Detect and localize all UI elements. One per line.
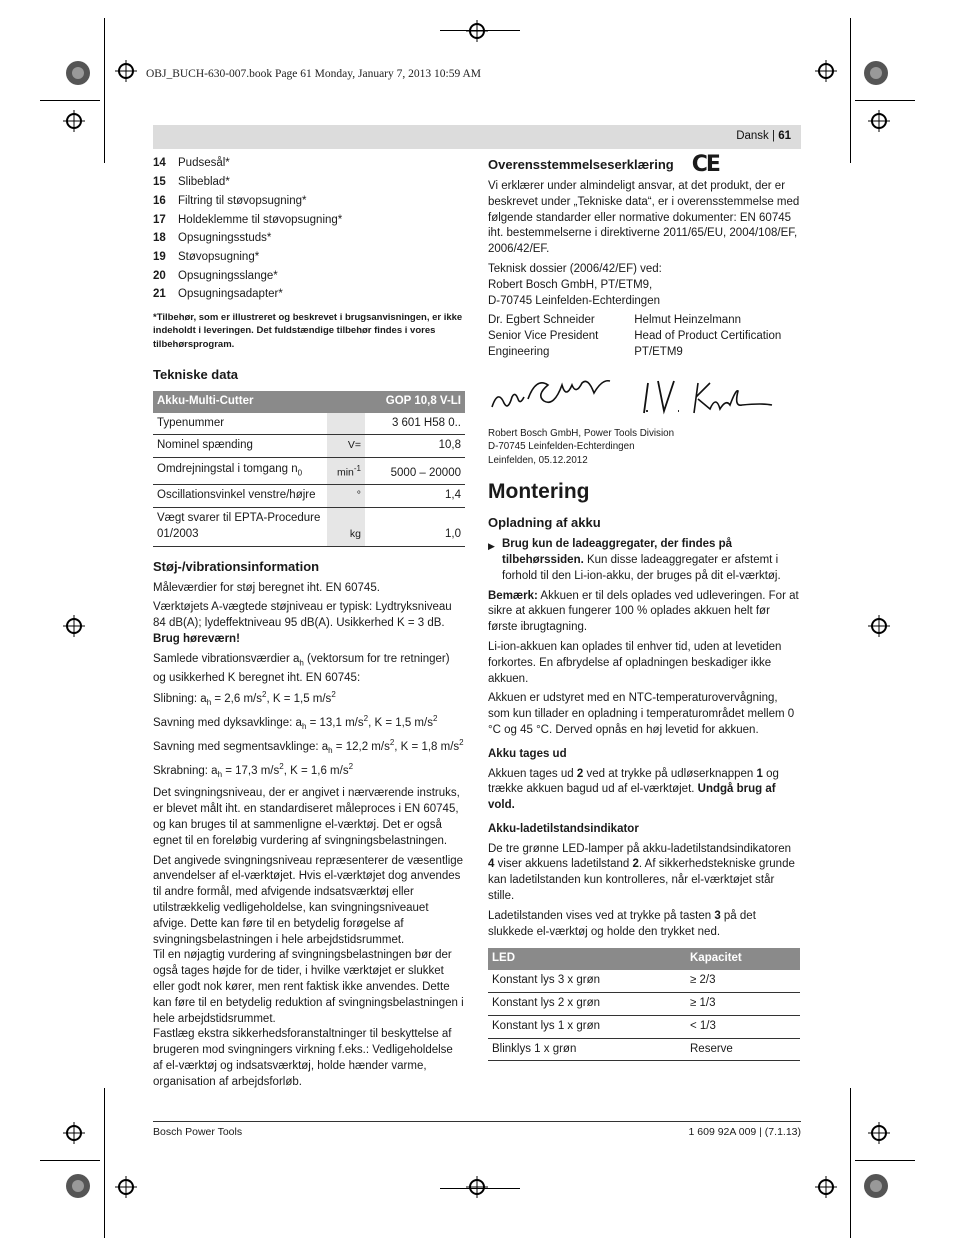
row-value: 1,0 xyxy=(365,508,465,547)
text-run: og trække akkuen bagud ud af el-værktøjet. xyxy=(488,767,779,796)
tech-data-heading: Tekniske data xyxy=(153,367,239,382)
row-label: Typenummer xyxy=(153,413,327,435)
text-run: (vektorsum for tre retninger) og usikkerhed K beregnet iht. EN 60745: xyxy=(153,652,450,684)
item-label: Opsugningsadapter* xyxy=(178,288,283,301)
print-slug: OBJ_BUCH-630-007.book Page 61 Monday, January 7, 2013 10:59 AM xyxy=(146,68,481,80)
vibration-line xyxy=(153,759,465,783)
table-row xyxy=(153,413,465,435)
indicator-heading: Akku-ladetilstandsindikator xyxy=(488,822,639,835)
crosshair-icon xyxy=(63,110,85,132)
item-number: 15 xyxy=(153,176,166,189)
superscript: 2 xyxy=(331,689,336,699)
vibration-line xyxy=(153,687,465,711)
list-item xyxy=(153,174,465,193)
list-item xyxy=(153,267,465,286)
paragraph: Det svingningsniveau, der er angivet i nærværende instruks, er blevet målt iht. en standardiseret måleproces i EN 60745, og kan bruges til at sammenligne el-værktøj. Det er også egnet til en foreløbig vurdering af svingningsbelastningen. xyxy=(153,787,460,847)
list-item xyxy=(153,286,465,305)
table-header-row xyxy=(488,948,800,970)
bold-run: 4 xyxy=(488,858,495,871)
superscript: 2 xyxy=(279,761,284,771)
item-label: Opsugningsslange* xyxy=(178,269,278,282)
item-number: 17 xyxy=(153,213,166,226)
text-run: . Af sikkerhedstekniske grunde kan ladetilstanden kun kontrolleres, når el-værktøjet står stille. xyxy=(488,858,795,903)
crosshair-icon xyxy=(815,60,837,82)
registration-target-icon xyxy=(65,1173,91,1199)
dossier-block xyxy=(488,262,800,309)
row-label: Vægt svarer til EPTA-Procedure 01/2003 xyxy=(153,508,327,547)
header-separator: | xyxy=(772,130,775,142)
signer-line: Helmut Heinzelmann xyxy=(634,314,741,327)
list-item xyxy=(153,248,465,267)
text-run: på det slukkede el-værktøj og holde den trykket ned. xyxy=(488,909,756,938)
item-label: Opsugningsstuds* xyxy=(178,232,272,245)
table-row xyxy=(488,1015,800,1038)
dossier-line: Teknisk dossier (2006/42/EF) ved: xyxy=(488,262,662,275)
row-value: 5000 – 20000 xyxy=(365,458,465,485)
montering-heading: Montering xyxy=(488,479,590,503)
vibration-line xyxy=(153,735,465,759)
bold-run: 1 xyxy=(756,767,763,780)
registration-target-icon xyxy=(65,60,91,86)
text-run: , K = 1,5 m/s xyxy=(368,716,433,729)
note-paragraph xyxy=(488,589,800,636)
right-column xyxy=(488,152,800,1061)
bold-run: Undgå brug af vold. xyxy=(488,783,776,812)
led-table xyxy=(488,948,800,1061)
subscript: h xyxy=(206,697,212,707)
text-run: Slibning: a xyxy=(153,692,207,705)
item-number: 14 xyxy=(153,157,166,170)
item-label: Filtring til støvopsugning* xyxy=(178,194,307,207)
warning-text: Brug høreværn! xyxy=(153,633,240,646)
item-label: Støvopsugning* xyxy=(178,250,260,263)
list-item xyxy=(153,192,465,211)
text-run: Akkuen er til dels oplades ved udleveringen. For at sikre at akkuen fungerer 100 % oplades akkuen helt før første ibrugtagning. xyxy=(488,589,799,634)
item-number: 20 xyxy=(153,269,166,282)
text-run: = 17,3 m/s xyxy=(222,764,280,777)
item-number: 19 xyxy=(153,250,166,263)
item-number: 16 xyxy=(153,194,166,207)
dossier-line: D-70745 Leinfelden-Echterdingen xyxy=(488,294,660,307)
row-unit: kg xyxy=(327,508,365,547)
text-run: , K = 1,6 m/s xyxy=(283,764,349,777)
row-value: 1,4 xyxy=(365,485,465,508)
row-unit: ° xyxy=(327,485,365,508)
bold-run: Brug kun de ladeaggregater, der findes på tilbehørssiden. xyxy=(502,538,733,566)
text-run: De tre grønne LED-lamper på akku-ladetilstandsindikatoren xyxy=(488,842,791,855)
row-unit: V= xyxy=(327,435,365,458)
row-value: 3 601 H58 0.. xyxy=(365,413,465,435)
table-row xyxy=(153,508,465,547)
text-run: = 13,1 m/s xyxy=(306,716,364,729)
row-label: Oscillationsvinkel venstre/højre xyxy=(153,485,327,508)
paragraph: Til en nøjagtig vurdering af svingningsbelastningen bør der også tages højde for de tider, i hvilke værktøjet er slukket eller godt nok kører, men rent faktisk ikke anvendes. Dette kan føre til en betydelig reduktion af svingningsbelastningen i hele arbejdstidsrummet. xyxy=(153,949,464,1025)
superscript: 2 xyxy=(261,689,267,699)
paragraph: Akkuen er udstyret med en NTC-temperaturovervågning, som kun tillader en opladning i temperaturområdet mellem 0 °C og 45 °C. Derved opnås en høj levetid for akkuen. xyxy=(488,692,795,736)
item-label: Slibeblad* xyxy=(178,176,230,189)
table-row xyxy=(488,993,800,1016)
cell-capacity: < 1/3 xyxy=(686,1015,800,1038)
signer-line: PT/ETM9 xyxy=(634,345,683,358)
list-item xyxy=(153,155,465,174)
page-number: 61 xyxy=(778,130,791,142)
header-language: Dansk xyxy=(736,130,769,142)
bold-run: 2 xyxy=(632,858,639,871)
superscript: 2 xyxy=(432,713,438,723)
col-header-capacity: Kapacitet xyxy=(686,948,800,970)
subscript: h xyxy=(217,769,223,779)
company-line: D-70745 Leinfelden-Echterdingen xyxy=(488,441,635,453)
signer-1 xyxy=(488,313,634,360)
text-run: , K = 1,8 m/s xyxy=(394,740,460,753)
paragraph: Det angivede svingningsniveau repræsenterer de væsentlige anvendelser af el-værktøjet. Hvis el-værktøjet dog anvendes til andre formål, med afvigende indsatsværktøj eller utilstrækkelig vedligeholdelse, kan svingningsniveauet afvige. Dette kan føre til en betydelig forøgelse af svingningsbelastningen i hele arbejdstidsrummet. xyxy=(153,854,464,946)
text-run: = 2,6 m/s xyxy=(211,692,262,705)
page-header-bar xyxy=(153,125,801,149)
superscript: 2 xyxy=(363,713,369,723)
list-item xyxy=(153,211,465,230)
row-unit-superscript: -1 xyxy=(353,464,361,474)
crosshair-icon xyxy=(115,1176,137,1198)
table-row xyxy=(488,1038,800,1061)
vibration-line xyxy=(153,711,465,735)
row-label-text: Omdrejningstal i tomgang n xyxy=(157,463,298,476)
dossier-line: Robert Bosch GmbH, PT/ETM9, xyxy=(488,278,653,291)
cell-led: Blinklys 1 x grøn xyxy=(488,1038,686,1061)
paragraph: Værktøjets A-vægtede støjniveau er typisk: Lydtryksniveau 84 dB(A); lydeffektniveau 95 dB(A). Usikkerhed K = 3 dB. xyxy=(153,601,452,630)
text-run: Akkuen tages ud xyxy=(488,767,577,780)
text-run: Samlede vibrationsværdier a xyxy=(153,652,300,665)
paragraph: Måleværdier for støj beregnet iht. EN 60745. xyxy=(153,581,380,594)
paragraph: Vi erklærer under almindeligt ansvar, at det produkt, der er beskrevet under „Tekniske data“, er i overensstemmelse med følgende standarder eller normative dokumenter: EN 60745 iht. bestemmelserne i direktiverne 2011/65/EU, 2004/108/EF, 2006/42/EF. xyxy=(488,180,800,256)
subscript: h xyxy=(299,658,304,668)
row-unit xyxy=(327,458,365,485)
col-header-led: LED xyxy=(488,948,686,970)
subscript: h xyxy=(328,745,333,755)
ce-mark-icon: CE xyxy=(691,152,719,178)
table-row xyxy=(153,458,465,485)
crosshair-icon xyxy=(63,1122,85,1144)
bullet-text xyxy=(502,537,800,584)
accessory-note: *Tilbehør, som er illustreret og beskrevet i brugsanvisningen, er ikke indeholdt i leveringen. Det fuldstændige tilbehør findes i vores tilbehørsprogram. xyxy=(153,311,463,350)
bold-run: 3 xyxy=(714,909,721,922)
text-run: Skrabning: a xyxy=(153,764,218,777)
bullet-item xyxy=(488,537,800,584)
table-row xyxy=(488,970,800,992)
parts-list xyxy=(153,155,465,305)
company-line: Robert Bosch GmbH, Power Tools Division xyxy=(488,427,675,439)
superscript: 2 xyxy=(348,761,354,771)
cell-capacity: ≥ 2/3 xyxy=(686,970,800,992)
col-header-product: Akku-Multi-Cutter xyxy=(153,391,365,413)
noise-heading: Støj-/vibrationsinformation xyxy=(153,558,320,574)
subscript: h xyxy=(301,721,307,731)
row-label: Nominel spænding xyxy=(153,435,327,458)
signer-line: Head of Product Certification xyxy=(634,330,782,343)
conformity-title-row xyxy=(488,152,800,178)
footer-doc-number: 1 609 92A 009 | (7.1.13) xyxy=(688,1126,801,1138)
text-run: ved at trykke på udløserknappen xyxy=(583,767,757,780)
row-unit xyxy=(327,413,365,435)
text-run: viser akkuens ladetilstand xyxy=(494,858,633,871)
row-label-subscript: 0 xyxy=(297,468,303,478)
text-run: Kun disse ladeaggregater er afstemt i forhold til den Li-ion-akku, der bruges på dit el-værktøj. xyxy=(502,553,781,582)
conformity-heading: Overensstemmelseserklæring xyxy=(488,157,674,173)
footer-brand: Bosch Power Tools xyxy=(153,1126,243,1138)
cell-led: Konstant lys 2 x grøn xyxy=(488,993,686,1016)
cell-capacity: ≥ 1/3 xyxy=(686,993,800,1016)
bold-run: 2 xyxy=(576,767,584,780)
remove-heading: Akku tages ud xyxy=(488,747,567,760)
text-run: = 12,2 m/s xyxy=(332,740,390,753)
crosshair-icon xyxy=(466,1176,488,1198)
tech-data-table xyxy=(153,391,465,547)
signer-line: Engineering xyxy=(488,345,550,358)
text-run: Savning med segmentsavklinge: a xyxy=(153,740,329,753)
indicator-paragraph-2 xyxy=(488,909,800,941)
left-column xyxy=(153,155,465,1091)
item-label: Holdeklemme til støvopsugning* xyxy=(178,213,343,226)
table-row xyxy=(153,435,465,458)
paragraph: Li-ion-akkuen kan oplades til enhver tid, uden at levetiden forkortes. En afbrydelse af opladningen beskadiger ikke akkuen. xyxy=(488,640,782,685)
list-item xyxy=(153,230,465,249)
table-row xyxy=(153,485,465,508)
signer-2 xyxy=(634,313,800,360)
registration-target-icon xyxy=(863,60,889,86)
crosshair-icon xyxy=(115,60,137,82)
bullet-triangle-icon: ▶ xyxy=(488,541,495,552)
row-unit-text: min xyxy=(336,466,354,479)
crosshair-icon xyxy=(815,1176,837,1198)
charging-heading: Opladning af akku xyxy=(488,515,601,531)
company-block xyxy=(488,427,800,468)
crosshair-icon xyxy=(868,615,890,637)
crosshair-icon xyxy=(63,615,85,637)
table-header-row xyxy=(153,391,465,413)
signer-line: Senior Vice President xyxy=(488,330,599,343)
row-value: 10,8 xyxy=(365,435,465,458)
signers xyxy=(488,313,800,360)
cell-capacity: Reserve xyxy=(686,1038,800,1061)
signer-line: Dr. Egbert Schneider xyxy=(488,314,595,327)
superscript: 2 xyxy=(389,737,395,747)
page-header xyxy=(736,130,791,142)
company-line: Leinfelden, 05.12.2012 xyxy=(488,454,588,466)
paragraph: Fastlæg ekstra sikkerhedsforanstaltninger til beskyttelse af brugeren mod svingningers virkning f.eks.: Vedligeholdelse af el-værktøj og indsatsværktøj, holde hænder varme, organisation af arbejdsforløb. xyxy=(153,1028,453,1088)
item-label: Pudsesål* xyxy=(178,157,230,170)
registration-target-icon xyxy=(863,1173,889,1199)
cell-led: Konstant lys 1 x grøn xyxy=(488,1015,686,1038)
text-run: , K = 1,5 m/s xyxy=(266,692,332,705)
item-number: 21 xyxy=(153,288,166,301)
text-run: Savning med dyksavklinge: a xyxy=(153,716,302,729)
item-number: 18 xyxy=(153,232,166,245)
vibration-intro xyxy=(153,652,465,687)
row-label xyxy=(153,458,327,485)
crosshair-icon xyxy=(466,20,488,42)
indicator-paragraph xyxy=(488,842,800,905)
bold-run: Bemærk: xyxy=(488,589,538,602)
crosshair-icon xyxy=(868,110,890,132)
col-header-model: GOP 10,8 V-LI xyxy=(365,391,465,413)
superscript: 2 xyxy=(459,737,464,747)
signatures-image xyxy=(488,371,788,421)
crosshair-icon xyxy=(868,1122,890,1144)
cell-led: Konstant lys 3 x grøn xyxy=(488,970,686,992)
remove-paragraph xyxy=(488,767,800,814)
footer-rule xyxy=(153,1121,801,1122)
text-run: Ladetilstanden vises ved at trykke på tasten xyxy=(488,909,715,922)
